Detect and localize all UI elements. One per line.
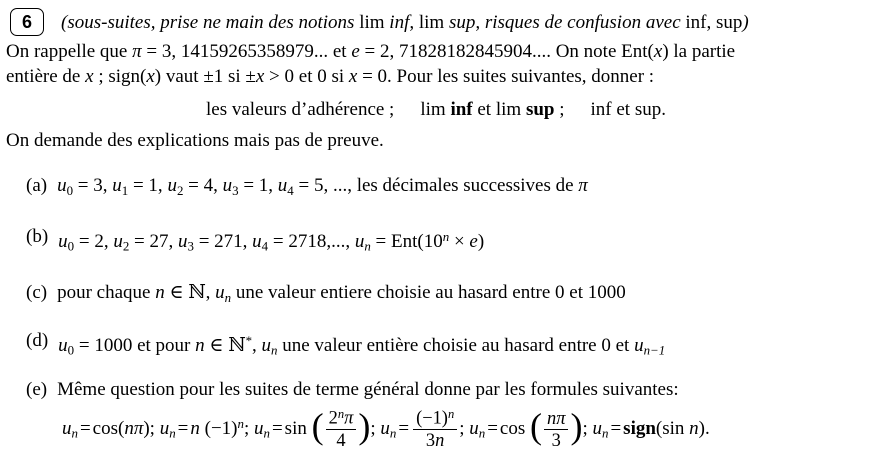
note-line: On demande des explications mais pas de preuve. — [6, 130, 384, 151]
adherence-summary-line: les valeurs d’adhérence ; lim inf et lim sup ; inf et sup. — [206, 99, 666, 120]
exercise-header — [6, 6, 866, 38]
item-label: (e) — [26, 379, 48, 401]
exercise-number: 6 — [22, 12, 33, 32]
item-text: Même question pour les suites de terme général donne par les formules suivantes: — [57, 379, 679, 401]
item-text: $u_0 = 1000$ et pour n ∈ ℕ*, $u_n$ une valeur entière choisie au hasard entre 0 et $u_{n-1}$ — [58, 333, 666, 359]
item-label: (a) — [26, 175, 48, 196]
intro-line-1: On rappelle que π = 3, 14159265358979... et e = 2, 71828182845904.... On note Ent(x) la partie — [6, 41, 736, 62]
exercise-number-box — [10, 8, 44, 36]
item-label: (c) — [26, 281, 48, 303]
item-label: (d) — [26, 330, 49, 352]
exercise-item-b — [26, 224, 866, 259]
exercise-item-d — [26, 328, 866, 363]
item-text: pour chaque n ∈ ℕ, $u_n$ une valeur entiere choisie au hasard entre 0 et 1000 — [57, 281, 626, 305]
item-text: $u_0 = 3$, $u_1 = 1$, $u_2 = 4$, $u_3 = 1$, $u_4 = 5$, ..., les décimales successives de π — [57, 175, 588, 198]
exercise-item-a — [26, 173, 866, 203]
exercise-title: (sous-suites, prise ne main des notions lim inf, lim sup, risques de confusion avec inf, sup) — [61, 11, 749, 33]
item-label: (b) — [26, 225, 49, 247]
intro-line-2: entière de x ; sign(x) vaut ±1 si ±x > 0 et 0 si x = 0. Pour les suites suivantes, donner : — [6, 66, 655, 87]
item-text: $u_0 = 2$, $u_2 = 27$, $u_3 = 271$, $u_4 = 2718$,..., $u_n = Ent(10^n \times e)$ — [58, 228, 485, 254]
exercise-item-c — [26, 280, 866, 310]
item-e-formula-line: $u_n = \cos(n\pi)$; $u_n = n$ $(-1)^n$; $u_n = \sin$ ( $\frac{2^n\pi}{4}$ ); $u_n$ = $\frac{(-1)^n}{3n}$ ; $u_n = \cos$ ( $\frac{n\pi}{3}$ ); $u_n$ = sign(sin n). — [62, 406, 710, 451]
exercise-item-e — [26, 377, 866, 402]
